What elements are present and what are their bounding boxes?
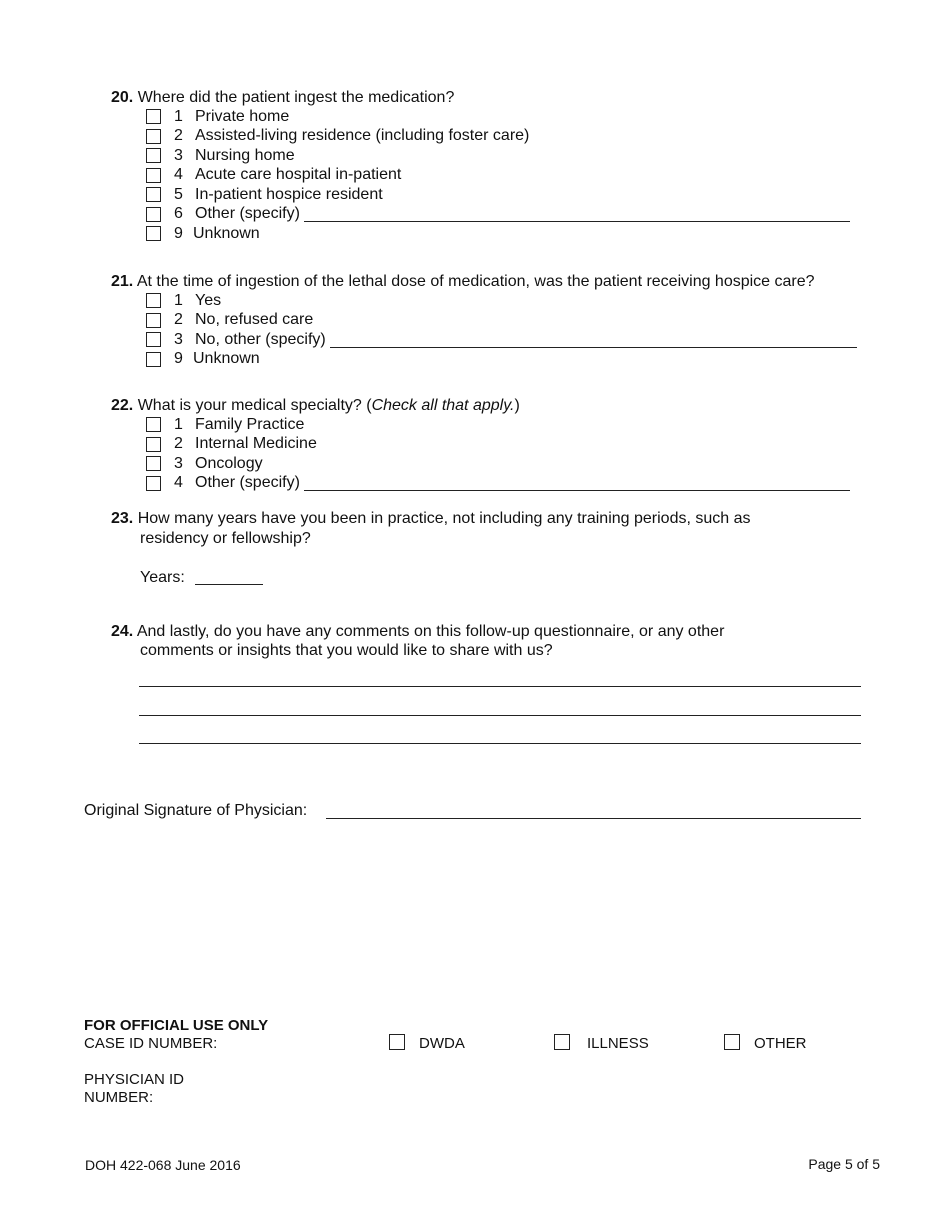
- question-number: 21.: [111, 273, 134, 290]
- option-code: 1: [174, 291, 183, 309]
- option-label: Internal Medicine: [195, 435, 317, 453]
- option-other: [146, 474, 850, 494]
- question-number: 20.: [111, 89, 134, 106]
- question-text: Where did the patient ingest the medication?: [137, 89, 455, 106]
- option-label: Yes: [195, 291, 222, 309]
- question-text: At the time of ingestion of the lethal dose of medication, was the patient receiving hospice care?: [136, 273, 815, 290]
- option-no-refused: [146, 311, 857, 331]
- q22-options: [146, 415, 850, 493]
- years-input[interactable]: [195, 584, 263, 585]
- specify-field[interactable]: [304, 475, 850, 491]
- option-code: 6: [174, 205, 183, 223]
- case-id-label: CASE ID NUMBER:: [84, 1035, 218, 1052]
- question-text: And lastly, do you have any comments on this follow-up questionnaire, or any other: [136, 623, 725, 640]
- other-label: OTHER: [754, 1035, 807, 1052]
- checkbox[interactable]: [146, 207, 161, 222]
- illness-checkbox[interactable]: [554, 1034, 570, 1050]
- option-code: 9: [174, 350, 183, 368]
- page-number: Page 5 of 5: [808, 1156, 880, 1172]
- option-label: Acute care hospital in-patient: [195, 166, 402, 184]
- option-unknown: [146, 350, 857, 370]
- checkbox[interactable]: [146, 129, 161, 144]
- checkbox[interactable]: [146, 187, 161, 202]
- question-text-close: ): [514, 397, 520, 414]
- option-no-other: [146, 330, 857, 350]
- option-assisted-living: [146, 127, 850, 147]
- option-label: Unknown: [193, 350, 260, 368]
- question-text-main: What is your medical specialty? (: [137, 397, 372, 414]
- option-code: 1: [174, 107, 183, 125]
- question-number: 24.: [111, 623, 134, 640]
- checkbox[interactable]: [146, 168, 161, 183]
- question-24: [111, 622, 724, 641]
- official-use-heading: FOR OFFICIAL USE ONLY: [84, 1017, 269, 1034]
- checkbox[interactable]: [146, 226, 161, 241]
- question-instruction: Check all that apply.: [371, 397, 515, 414]
- option-label: Unknown: [193, 224, 260, 242]
- option-code: 4: [174, 166, 183, 184]
- option-label: Other (specify): [195, 474, 300, 492]
- option-label: Private home: [195, 107, 290, 125]
- option-label: Assisted-living residence (including foster care): [195, 127, 530, 145]
- option-family-practice: [146, 415, 850, 435]
- checkbox[interactable]: [146, 476, 161, 491]
- option-code: 3: [174, 330, 183, 348]
- option-label: Nursing home: [195, 146, 295, 164]
- option-label: In-patient hospice resident: [195, 185, 383, 203]
- question-23: [111, 509, 751, 528]
- checkbox[interactable]: [146, 437, 161, 452]
- years-label: Years:: [140, 569, 185, 586]
- illness-label: ILLNESS: [587, 1035, 649, 1052]
- option-private-home: [146, 107, 850, 127]
- option-other: [146, 205, 850, 225]
- option-label: Family Practice: [195, 415, 305, 433]
- option-code: 2: [174, 127, 183, 145]
- other-checkbox[interactable]: [724, 1034, 740, 1050]
- checkbox[interactable]: [146, 352, 161, 367]
- option-code: 5: [174, 185, 183, 203]
- dwda-label: DWDA: [419, 1035, 465, 1052]
- option-code: 4: [174, 474, 183, 492]
- option-label: Other (specify): [195, 205, 300, 223]
- checkbox[interactable]: [146, 332, 161, 347]
- specify-field[interactable]: [330, 332, 857, 348]
- comment-line-2[interactable]: [139, 715, 861, 716]
- form-id: DOH 422-068 June 2016: [85, 1157, 241, 1173]
- option-code: 1: [174, 415, 183, 433]
- option-label: No, refused care: [195, 311, 314, 329]
- specify-field[interactable]: [304, 206, 850, 222]
- option-code: 3: [174, 146, 183, 164]
- option-internal-medicine: [146, 435, 850, 455]
- option-code: 2: [174, 311, 183, 329]
- question-20: [111, 88, 454, 107]
- option-hospice-resident: [146, 185, 850, 205]
- q20-options: [146, 107, 850, 244]
- checkbox[interactable]: [146, 293, 161, 308]
- physician-id-label-line1: PHYSICIAN ID: [84, 1071, 185, 1088]
- option-yes: [146, 291, 857, 311]
- question-text: How many years have you been in practice, not including any training periods, such as: [137, 510, 751, 527]
- option-label: Oncology: [195, 454, 263, 472]
- checkbox[interactable]: [146, 417, 161, 432]
- question-text-continued: residency or fellowship?: [140, 530, 311, 547]
- option-label: No, other (specify): [195, 330, 326, 348]
- signature-label: Original Signature of Physician:: [84, 802, 308, 819]
- checkbox[interactable]: [146, 456, 161, 471]
- q21-options: [146, 291, 857, 369]
- checkbox[interactable]: [146, 313, 161, 328]
- option-unknown: [146, 224, 850, 244]
- comment-line-1[interactable]: [139, 686, 861, 687]
- question-number: 23.: [111, 510, 134, 527]
- option-code: 9: [174, 224, 183, 242]
- question-number: 22.: [111, 397, 134, 414]
- comment-line-3[interactable]: [139, 743, 861, 744]
- option-code: 2: [174, 435, 183, 453]
- option-code: 3: [174, 454, 183, 472]
- signature-field[interactable]: [326, 818, 861, 819]
- question-text-continued: comments or insights that you would like to share with us?: [140, 642, 553, 659]
- option-acute-care: [146, 166, 850, 186]
- option-oncology: [146, 454, 850, 474]
- option-nursing-home: [146, 146, 850, 166]
- dwda-checkbox[interactable]: [389, 1034, 405, 1050]
- question-text: [138, 397, 520, 414]
- question-22: [111, 396, 520, 415]
- checkbox[interactable]: [146, 148, 161, 163]
- checkbox[interactable]: [146, 109, 161, 124]
- question-21: [111, 272, 815, 291]
- physician-id-label-line2: NUMBER:: [84, 1089, 154, 1106]
